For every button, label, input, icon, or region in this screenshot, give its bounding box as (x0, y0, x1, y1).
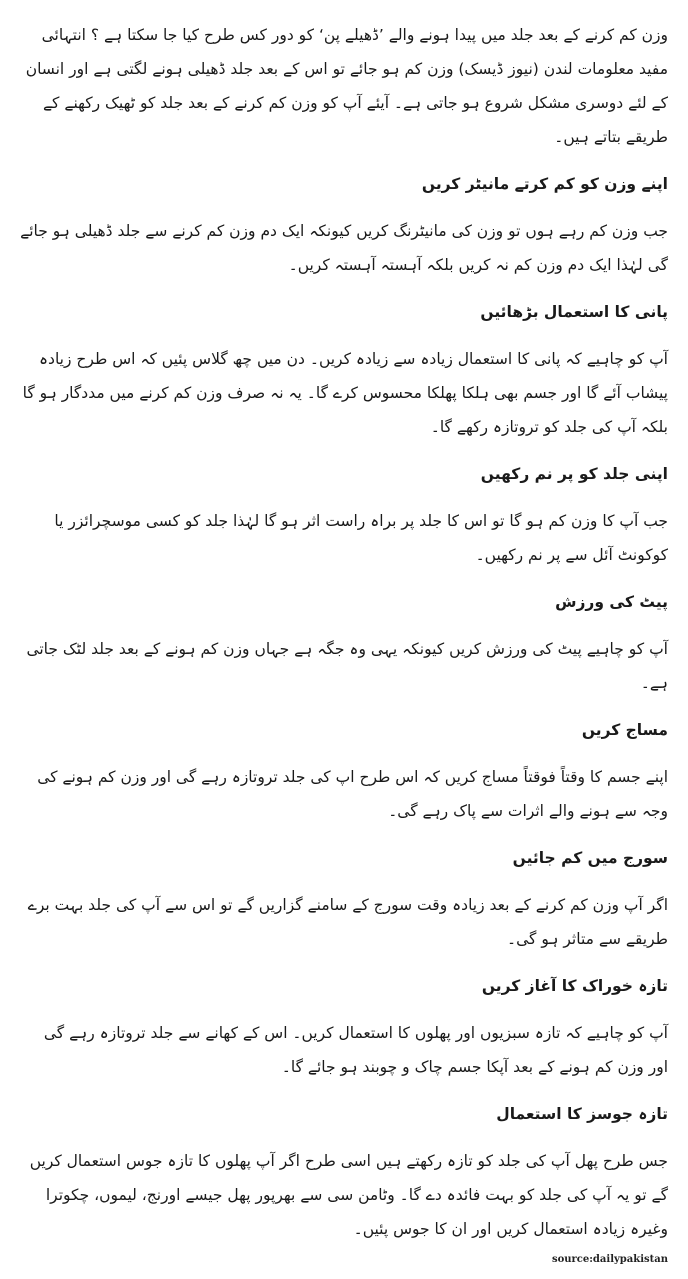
section-heading: اپنی جلد کو پر نم رکھیں (480, 465, 668, 483)
section-paragraph: اگر آپ وزن کم کرنے کے بعد زیادہ وقت سورج کے سامنے گزاریں گے تو اس سے آپ کی جلد بہت برے طریقے سے متاثر ہو گی۔ (27, 896, 668, 948)
section-paragraph: جب وزن کم رہے ہوں تو وزن کی مانیٹرنگ کریں کیونکہ ایک دم وزن کم کرنے سے جلد ڈھیلی ہو جائے گی لہٰذا ایک دم وزن کم نہ کریں بلکہ آہستہ آہستہ کریں۔ (20, 222, 668, 274)
source-credit: source:dailypakistan (551, 1254, 668, 1265)
section-paragraph: اپنے جسم کا وقتاً فوقتاً مساج کریں کہ اس طرح اپ کی جلد تروتازہ رہے گی اور وزن کم ہونے کی وجہ سے ہونے والے اثرات سے پاک رہے گی۔ (37, 768, 668, 820)
section-paragraph: جس طرح پھل آپ کی جلد کو تازہ رکھتے ہیں اسی طرح اگر آپ پھلوں کا تازہ جوس استعمال کریں گے تو یہ آپ کی جلد کو بہت فائدہ دے گا۔ وٹامن سی سے بھرپور پھل جیسے اورنج، لیموں، چکوترا وغیرہ زیادہ استعمال کریں اور ان کا جوس پئیں۔ (29, 1152, 668, 1238)
section-paragraph: آپ کو چاہیے کہ پانی کا استعمال زیادہ سے زیادہ کریں۔ دن میں چھ گلاس پئیں کہ اس طرح زیادہ پیشاب آئے گا اور جسم بھی ہلکا پھلکا محسوس کرے گا۔ یہ نہ صرف وزن کم کرنے میں مددگار ہو گا بلکہ آپ کی جلد کو تروتازہ رکھے گا۔ (22, 350, 668, 436)
section-heading: مساج کریں (581, 721, 668, 739)
section-heading: پیٹ کی ورزش (555, 593, 668, 611)
section-paragraph: آپ کو چاہیے پیٹ کی ورزش کریں کیونکہ یہی وہ جگہ ہے جہاں وزن کم ہونے کے بعد جلد لٹک جاتی ہے۔ (26, 640, 668, 692)
section-heading: تازہ جوسز کا استعمال (496, 1105, 668, 1123)
section-paragraph: جب آپ کا وزن کم ہو گا تو اس کا جلد پر براہ راست اثر ہو گا لہٰذا جلد کو کسی موسچرائزر یا کوکونٹ آئل سے پر نم رکھیں۔ (54, 512, 668, 564)
section-heading: اپنے وزن کو کم کرتے مانیٹر کریں (421, 175, 668, 193)
section-paragraph: آپ کو چاہیے کہ تازہ سبزیوں اور پھلوں کا استعمال کریں۔ اس کے کھانے سے جلد تروتازہ رہے گی اور وزن کم ہونے کے بعد آپکا جسم چاک و چوبند ہو جائے گا۔ (43, 1024, 668, 1076)
section-heading: تازہ خوراک کا آغاز کریں (481, 977, 668, 995)
intro-paragraph: وزن کم کرنے کے بعد جلد میں پیدا ہونے والے ’ڈھیلے پن‘ کو دور کس طرح کیا جا سکتا ہے ؟ انتہائی مفید معلومات لندن (نیوز ڈیسک) وزن کم ہو جائے تو اس کے بعد جلد ڈھیلی ہونے لگتی ہے اور انسان کے لئے دوسری مشکل شروع ہو جاتی ہے۔ آیئے آپ کو وزن کم کرنے کے بعد جلد کو ٹھیک رکھنے کے طریقے بتاتے ہیں۔ (25, 26, 668, 146)
article (20, 18, 668, 1259)
section-heading: سورج میں کم جائیں (512, 849, 668, 867)
section-heading: پانی کا استعمال بڑھائیں (480, 303, 668, 321)
